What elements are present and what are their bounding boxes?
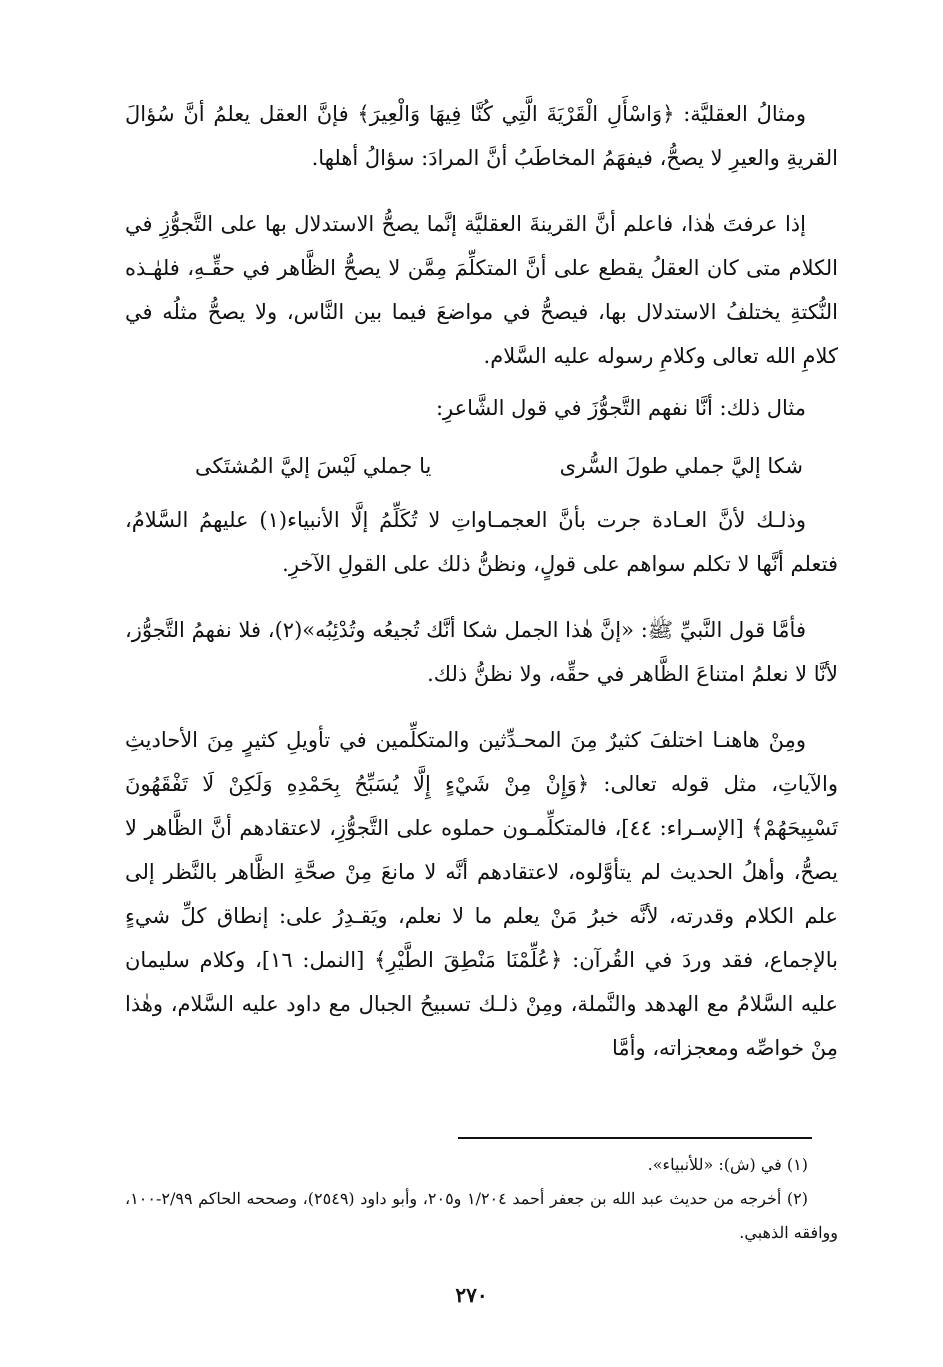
- footnote-2: (٢) أخرجه من حديث عبد الله بن جعفر أحمد ١/٢٠٤ و٢٠٥، وأبو داود (٢٥٤٩)، وصححه الحاكم ٢/٩٩-١٠٠، ووافقه الذهبي.: [125, 1189, 838, 1242]
- page-number: ٢٧٠: [455, 1283, 488, 1307]
- page-body: [125, 92, 838, 1070]
- footnote-separator: [458, 1137, 812, 1139]
- poem-first-hemistich: شكا إليَّ جملي طولَ السُّرى: [559, 454, 803, 478]
- paragraph-rational-context: إذا عرفتَ هٰذا، فاعلم أنَّ القرينةَ العقليَّة إنَّما يصحُّ الاستدلال بها على التَّجوُّزِ في الكلام متى كان العقلُ يقطع على أنَّ المتكلِّمَ مِمَّن لا يصحُّ الظَّاهر في حقِّـهِ، فلهٰـذه النُّكتةِ يختلفُ الاستدلال بها، فيصحُّ في مواضعَ فيما بين النَّاس، ولا يصحُّ مثلُه في كلامِ الله تعالى وكلامِ رسوله عليه السَّلام.: [125, 212, 838, 368]
- poem-verse: [125, 444, 838, 488]
- paragraph-animals-speech: وذلـك لأنَّ العـادة جرت بأنَّ العجمـاواتِ لا تُكَلِّمُ إلَّا الأنبياء(١) عليهمُ السَّلامُ، فتعلم أنَّها لا تكلم سواهم على قولٍ، ونظنُّ ذلك على القولِ الآخرِ.: [125, 508, 838, 576]
- paragraph-prophet-hadith: فأمَّا قول النَّبيِّ ﷺ: «إنَّ هٰذا الجمل شكا أنَّك تُجيعُه وتُدْئِبُه»(٢)، فلا نفهمُ التَّجوُّز، لأنَّا لا نعلمُ امتناعَ الظَّاهر في حقِّه، ولا نظنُّ ذلك.: [125, 618, 838, 686]
- paragraph-rational-example: ومثالُ العقليَّة: ﴿وَاسْأَلِ الْقَرْيَةَ الَّتِي كُنَّا فِيهَا وَالْعِيرَ﴾ فإنَّ العقل يعلمُ أنَّ سُؤالَ القريةِ والعيرِ لا يصحُّ، فيفهَمُ المخاطَبُ أنَّ المرادَ: سؤالُ أهلها.: [125, 102, 838, 170]
- paragraph-poet-example: مثال ذلك: أنَّا نفهم التَّجوُّزَ في قول الشَّاعرِ:: [435, 396, 806, 420]
- footnotes: [125, 1148, 838, 1250]
- poem-second-hemistich: يا جملي لَيْسَ إليَّ المُشتَكى: [195, 454, 432, 478]
- paragraph-scholars-disagreement: ومِنْ هاهنـا اختلفَ كثيرٌ مِنَ المحـدِّثين والمتكلِّمين في تأويلِ كثيرٍ مِنَ الأحاديثِ والآياتِ، مثل قوله تعالى: ﴿وَإِنْ مِنْ شَيْءٍ إِلَّا يُسَبِّحُ بِحَمْدِهِ وَلَكِنْ لَا تَفْقَهُونَ تَسْبِيحَهُمْ﴾ [الإسـراء: ٤٤]، فالمتكلِّمـون حملوه على التَّجوُّزِ، لاعتقادهم أنَّ الظَّاهر لا يصحُّ، وأهلُ الحديث لم يتأوَّلوه، لاعتقادهم أنَّه لا مانعَ مِنْ صحَّةِ الظَّاهر بالنَّظر إلى علم الكلام وقدرته، لأنَّه خبرُ مَنْ يعلم ما لا نعلم، ويَقـدِرُ على: إنطاق كلِّ شيءٍ بالإجماع، فقد وردَ في القُرآن: ﴿عُلِّمْنَا مَنْطِقَ الطَّيْرِ﴾ [النمل: ١٦]، وكلام سليمان عليه السَّلامُ مع الهدهد والنَّملة، ومِنْ ذلـك تسبيحُ الجبال مع داود عليه السَّلام، وهٰذا مِنْ خواصِّه ومعجزاته، وأمَّا: [125, 728, 839, 1060]
- footnote-1: (١) في (ش): «للأنبياء».: [647, 1155, 808, 1174]
